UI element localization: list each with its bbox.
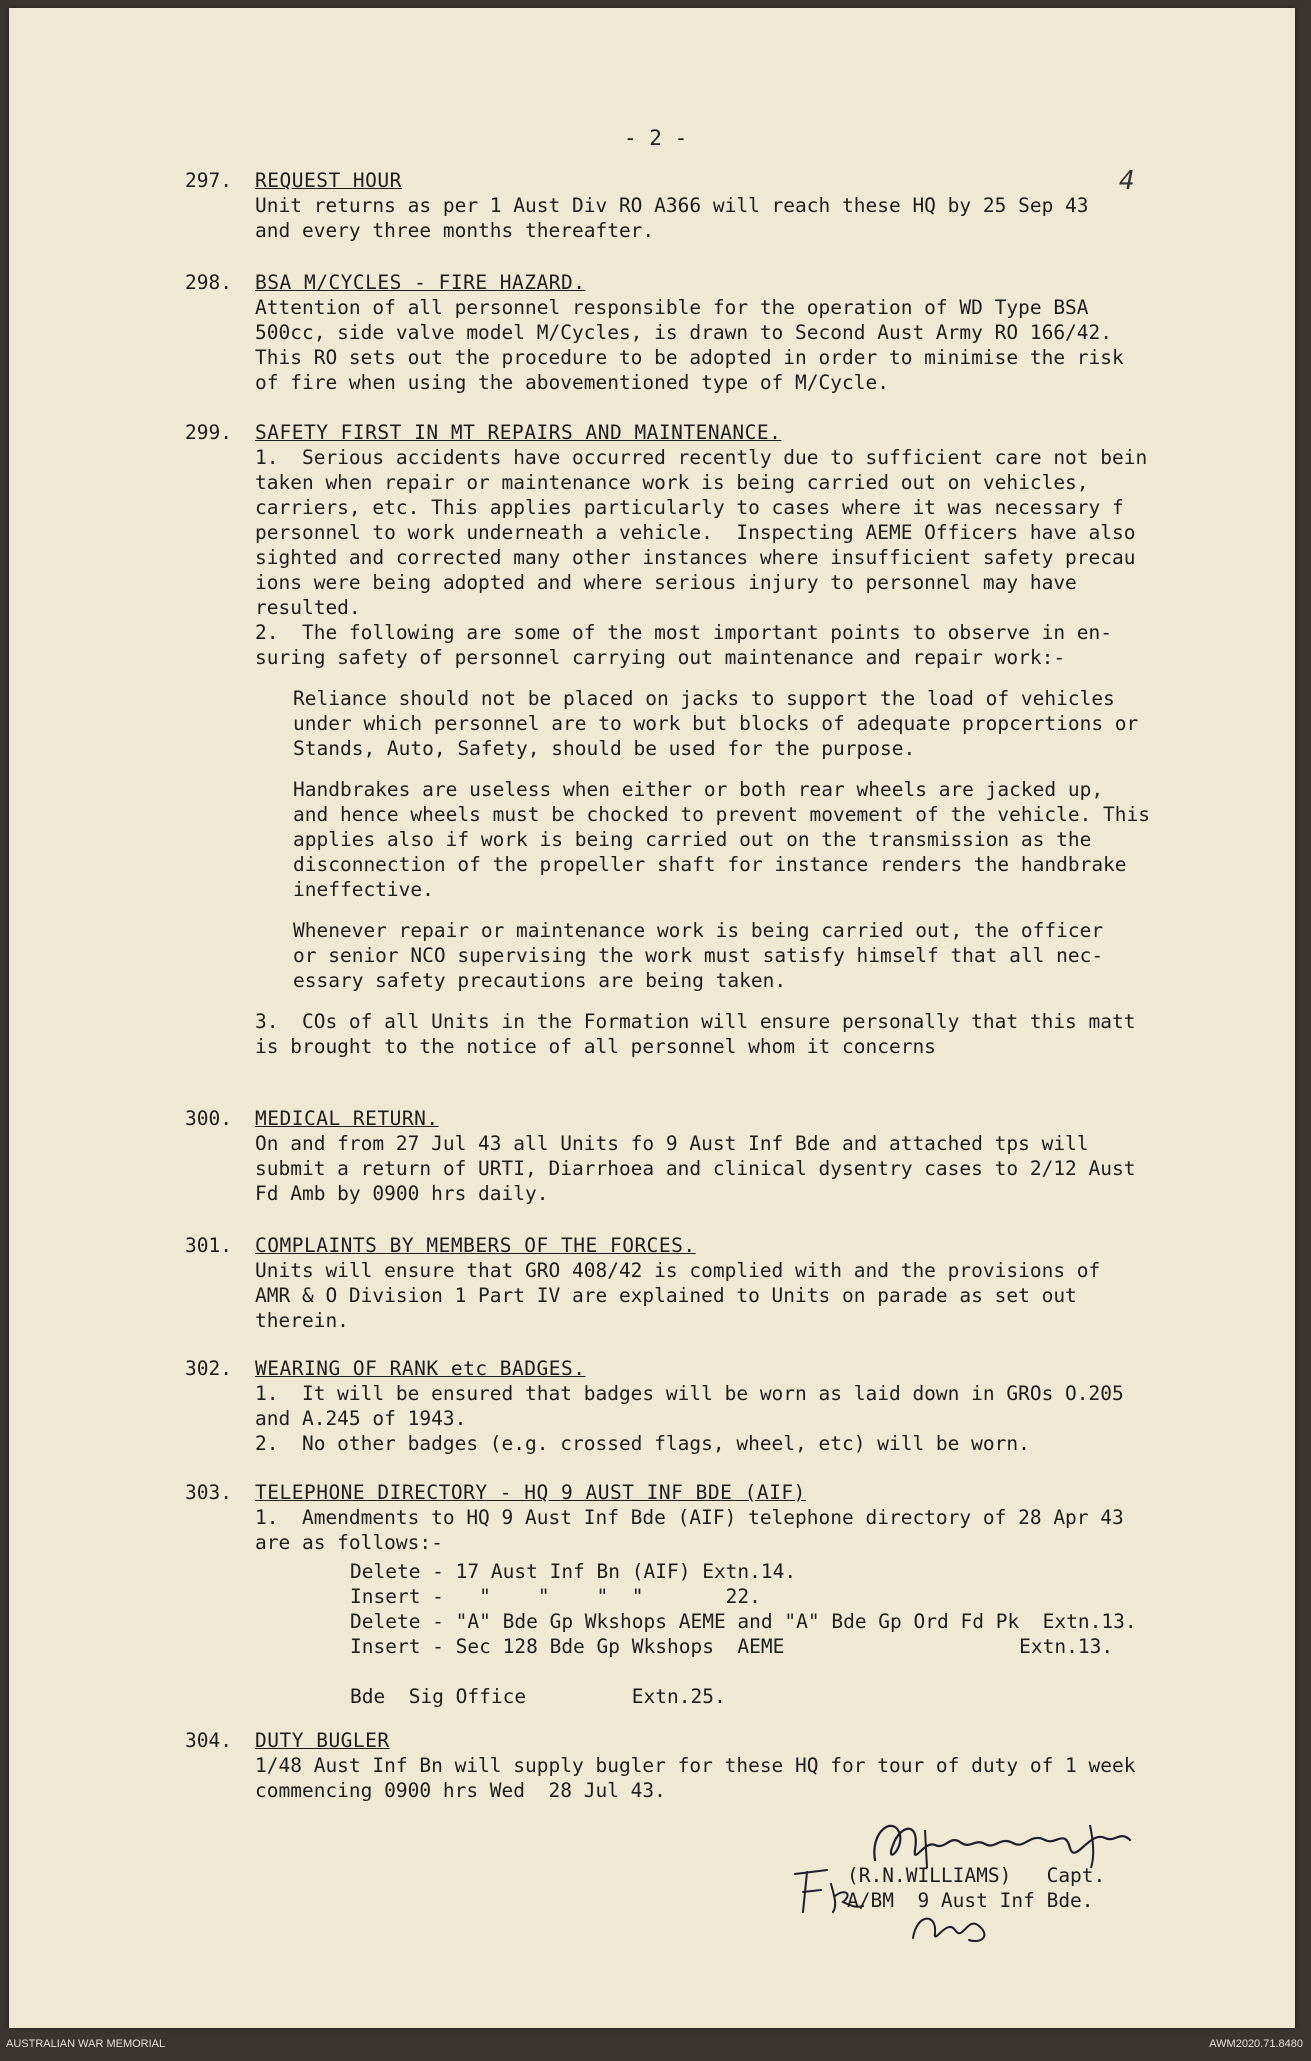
handwritten-mark bbox=[907, 1908, 997, 1948]
signatory-title: A/BM 9 Aust Inf Bde. bbox=[847, 1889, 1094, 1912]
amendment-line: Insert - Sec 128 Bde Gp Wkshops AEME Extn.13. bbox=[350, 1635, 1114, 1658]
amendment-line: Delete - 17 Aust Inf Bn (AIF) Extn.14. bbox=[350, 1560, 797, 1583]
item-subparagraph: Reliance should not be placed on jacks to support the load of vehicles under which personnel are to work but blocks of adequate propcertions or Stands, Auto, Safety, should be used for the purpose. bbox=[293, 687, 1139, 760]
item-heading: WEARING OF RANK etc BADGES. bbox=[255, 1357, 586, 1380]
item-heading: SAFETY FIRST IN MT REPAIRS AND MAINTENANCE. bbox=[255, 421, 782, 444]
item-number: 303. bbox=[185, 1481, 232, 1504]
document-page bbox=[9, 8, 1295, 2028]
signatory-name: (R.N.WILLIAMS) Capt. bbox=[847, 1864, 1106, 1887]
item-heading: BSA M/CYCLES - FIRE HAZARD. bbox=[255, 271, 586, 294]
page-number: - 2 - bbox=[624, 126, 688, 150]
signature-block bbox=[847, 1863, 1105, 1913]
amendment-line: Delete - "A" Bde Gp Wkshops AEME and "A" Bde Gp Ord Fd Pk Extn.13. bbox=[350, 1610, 1137, 1633]
amendment-line bbox=[350, 1659, 1255, 1684]
item-number: 299. bbox=[185, 421, 232, 444]
item-paragraph: Units will ensure that GRO 408/42 is complied with and the provisions of AMR & O Division 1 Part IV are explained to Units on parade as set out therein. bbox=[255, 1259, 1101, 1332]
item-paragraph: 2. The following are some of the most important points to observe in en- suring safety of personnel carrying out maintenance and repair work:- bbox=[255, 621, 1113, 669]
amendment-line: Insert - " " " " 22. bbox=[350, 1585, 761, 1608]
item-paragraph: On and from 27 Jul 43 all Units fo 9 Aust Inf Bde and attached tps will submit a return of URTI, Diarrhoea and clinical dysentry cases to 2/12 Aust Fd Amb by 0900 hrs daily. bbox=[255, 1132, 1136, 1205]
item-paragraph: 1. Amendments to HQ 9 Aust Inf Bde (AIF) telephone directory of 28 Apr 43 are as follows:- bbox=[255, 1506, 1124, 1554]
item-paragraph: 3. COs of all Units in the Formation will ensure personally that this matt is brought to the notice of all personnel whom it concerns bbox=[255, 1010, 1136, 1058]
item-number: 304. bbox=[185, 1729, 232, 1752]
footer-institution: AUSTRALIAN WAR MEMORIAL bbox=[6, 2038, 166, 2050]
item-number: 298. bbox=[185, 271, 232, 294]
item-number: 300. bbox=[185, 1107, 232, 1130]
item-paragraph: Unit returns as per 1 Aust Div RO A366 will reach these HQ by 25 Sep 43 and every three months thereafter. bbox=[255, 194, 1089, 242]
item-number: 302. bbox=[185, 1357, 232, 1380]
item-paragraph: 1. Serious accidents have occurred recently due to sufficient care not bein taken when repair or maintenance work is being carried out on vehicles, carriers, etc. This applies particularly to cases where it was necessary f personnel to work underneath a vehicle. Inspecting AEME Officers have also sighted and corrected many other instances where insufficient safety precau ions were being adopted and where serious injury to personnel may have resulted. bbox=[255, 446, 1148, 619]
item-heading: MEDICAL RETURN. bbox=[255, 1107, 439, 1130]
item-paragraph: Attention of all personnel responsible for the operation of WD Type BSA 500cc, side valve model M/Cycles, is drawn to Second Aust Army RO 166/42. This RO sets out the procedure to be adopted in order to minimise the risk of fire when using the abovementioned type of M/Cycle. bbox=[255, 296, 1124, 394]
handwritten-corner-mark: 4 bbox=[1119, 166, 1135, 196]
item-heading: TELEPHONE DIRECTORY - HQ 9 AUST INF BDE (AIF) bbox=[255, 1481, 806, 1504]
item-subparagraph: Whenever repair or maintenance work is being carried out, the officer or senior NCO supervising the work must satisfy himself that all nec- essary safety precautions are being taken. bbox=[293, 919, 1104, 992]
item-heading: DUTY BUGLER bbox=[255, 1729, 390, 1752]
amendment-line: Bde Sig Office Extn.25. bbox=[350, 1685, 726, 1708]
item-subparagraph: Handbrakes are useless when either or both rear wheels are jacked up, and hence wheels must be chocked to prevent movement of the vehicle. This applies also if work is being carried out on the transmission as the disconnection of the propeller shaft for instance renders the handbrake ineffective. bbox=[293, 778, 1151, 901]
item-number: 297. bbox=[185, 169, 232, 192]
item-paragraph: 1. It will be ensured that badges will be worn as laid down in GROs O.205 and A.245 of 1943. 2. No other badges (e.g. crossed flags, wheel, etc) will be worn. bbox=[255, 1382, 1124, 1455]
amendment-list bbox=[350, 1559, 1255, 1709]
item-paragraph: 1/48 Aust Inf Bn will supply bugler for these HQ for tour of duty of 1 week commencing 0900 hrs Wed 28 Jul 43. bbox=[255, 1754, 1136, 1802]
footer-accession-number: AWM2020.71.8480 bbox=[1209, 2038, 1303, 2050]
item-heading: REQUEST HOUR bbox=[255, 169, 402, 192]
item-number: 301. bbox=[185, 1234, 232, 1257]
item-heading: COMPLAINTS BY MEMBERS OF THE FORCES. bbox=[255, 1234, 696, 1257]
